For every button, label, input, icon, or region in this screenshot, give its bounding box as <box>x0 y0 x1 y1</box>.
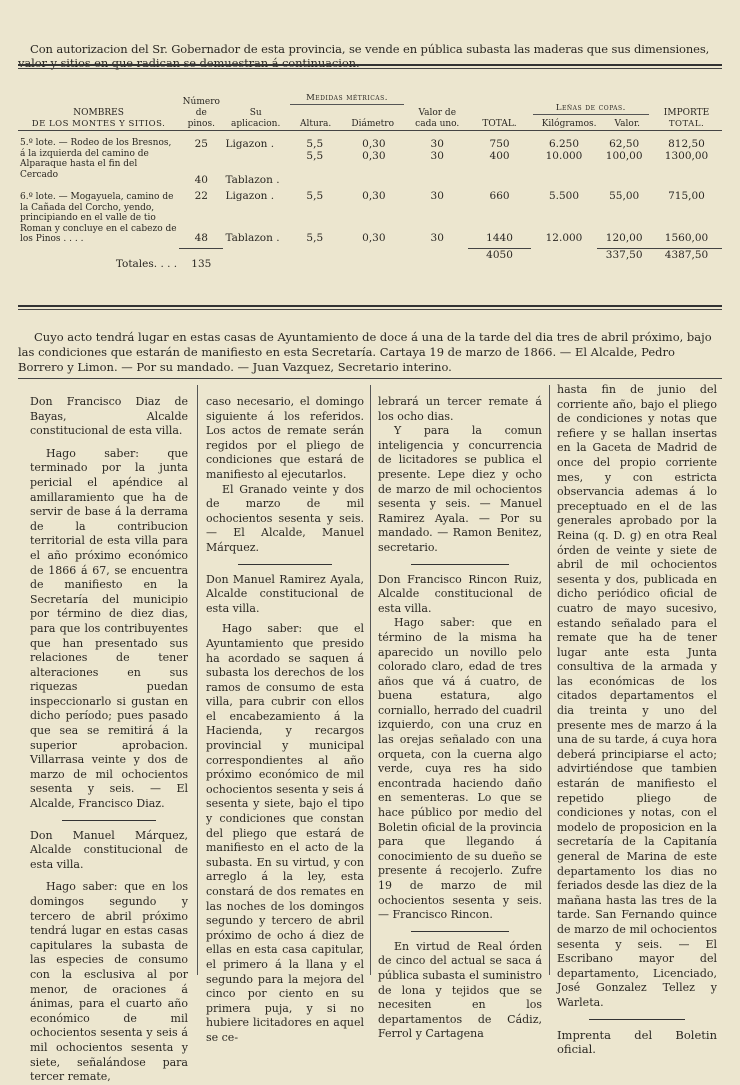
header-diametro: Diámetro <box>351 118 395 129</box>
header-importe-sub: TOTAL. <box>668 118 705 129</box>
cell-diametro: 0,30 <box>362 150 386 162</box>
notice-body-real-orden: En virtud de Real órden de cinco del actual se saca á pública subasta el suministro de lona y tejidos que se necesiten en los departamentos de Cádiz, Ferrol y Cartagena <box>378 939 542 1041</box>
lote-5-name: 5.º lote. — Rodeo de los Bresnos, á la izquierda del camino de Alparaque hasta el fin del Cercado <box>20 138 172 180</box>
notice-separator <box>238 564 333 565</box>
column-1 <box>30 395 188 1085</box>
header-total: TOTAL. <box>482 118 517 129</box>
notice-body-marquez-cont: caso necesario, el domingo siguiente á los referidos. Los actos de remate serán regidos por el pliego de condiciones que estará de manifiesto al ejecutarlos. <box>206 395 364 481</box>
header-medidas <box>288 80 406 130</box>
mid-rule <box>18 305 722 307</box>
cell-altura: 5,5 <box>306 150 324 162</box>
cell-importe: 715,00 <box>668 190 705 202</box>
header-nombres <box>18 80 179 130</box>
header-numero: Número de pinos. <box>182 96 220 129</box>
cell-valor: 30 <box>430 150 444 162</box>
cell-diametro: 0,30 <box>362 190 386 202</box>
cell-diametro: 0,30 <box>362 232 386 244</box>
printer-credit: Imprenta del Boletin oficial. <box>557 1027 717 1057</box>
cell-importe: 1560,00 <box>664 231 709 244</box>
cell-altura: 5,5 <box>306 190 324 202</box>
cell-importe: 1300,00 <box>664 150 709 162</box>
cell-pinos: 25 <box>194 138 208 150</box>
cell-altura: 5,5 <box>306 232 324 244</box>
header-nombres-sub: DE LOS MONTES Y SITIOS. <box>31 118 166 129</box>
header-medidas-title: Medidas métricas. <box>290 93 404 105</box>
column-3 <box>378 395 542 1042</box>
cell-lvalor: 55,00 <box>609 190 640 202</box>
notice-body-diaz: Hago saber: que terminado por la junta pericial el apéndice al amillaramiento que ha de servir de base á la derrama de la contribucion territorial de esta villa para el año próximo económico de 1866 á 67, se encuentra de manifiesto en la Secretaría del municipio por término de diez dias, para que los contribuyentes que han presentado sus relaciones de tener alteraciones en sus riquezas puedan inspeccionarlo si gustan en dicho período; pues pasado que sea se remitirá á la superior aprobacion. Villarrasa veinte y dos de marzo de mil ochocientos sesenta y seis. — El Alcalde, Francisco Diaz. <box>30 446 188 811</box>
column-4 <box>557 383 717 1057</box>
notice-body-real-orden-cont: hasta fin de junio del corriente año, bajo el pliego de condiciones y notas que refiere y se hallan insertas en la Gaceta de Madrid de once del propio corriente mes, y con estricta observancia ademas á lo preceptuado en el de las generales aprobado por la Reina (q. D. g) en otra Real órden de veinte y siete de abril de mil ochocientos sesenta y dos, publicada en dicho periódico oficial de cuatro de mayo sucesivo, estando señalado para el remate que ha de tener lugar ante esta Junta consultiva de la armada y las económicas de los citados departamentos el dia treinta y uno del presente mes de marzo á la una de su tarde, á cuya hora deberá principiarse el acto; advirtiéndose que tambien estarán de manifiesto el repetido pliego de condiciones y notas, con el modelo de proposicion en la secretaría de la Capitanía general de Marina de este departamento los dias no feriados desde las diez de la mañana hasta las tres de la tarde. San Fernando quince de marzo de mil ochocientos sesenta y seis. — El Escribano mayor del departamento, Licenciado, José Gonzalez Tellez y Warleta. <box>557 383 717 1009</box>
cell-aplicacion: Tablazon . <box>225 174 280 186</box>
cell-aplicacion: Tablazon . <box>225 232 280 244</box>
notice-heading-marquez: Don Manuel Márquez, Alcalde constitucional de esta villa. <box>30 828 188 871</box>
cell-valor: 30 <box>430 138 444 150</box>
cell-pinos: 22 <box>194 190 208 202</box>
header-valor-cada: Valor de cada uno. <box>415 107 460 129</box>
notice-separator <box>589 1019 685 1020</box>
mid-rule-thin <box>18 309 722 310</box>
cell-lvalor: 100,00 <box>605 150 643 162</box>
totals-total: 4050 <box>468 248 530 270</box>
column-divider <box>370 385 371 975</box>
cell-kg: 5.500 <box>548 190 580 202</box>
cell-kg: 12.000 <box>545 232 583 244</box>
notice-heading-rincon: Don Francisco Rincon Ruiz, Alcalde constitucional de esta villa. <box>378 572 542 615</box>
header-lenas-title: Leñas de copas. <box>533 103 649 115</box>
notice-separator <box>411 931 509 932</box>
header-altura: Altura. <box>299 118 332 129</box>
column-2 <box>206 395 364 1046</box>
cell-lvalor: 62,50 <box>609 138 640 150</box>
cell-pinos: 48 <box>194 231 208 244</box>
cell-total: 660 <box>489 190 510 202</box>
cell-total: 1440 <box>486 231 513 244</box>
closing-paragraph: Cuyo acto tendrá lugar en estas casas de Ayuntamiento de doce á una de la tarde del dia tres de abril próximo, bajo las condiciones que estarán de manifiesto en esta Secretaría. Cartaya 19 de marzo de 1866. — El Alcalde, Pedro Borrero y Limon. — Por su mandado. — Juan Vazquez, Secretario interino. <box>18 329 712 374</box>
column-divider <box>197 385 198 975</box>
totals-pinos: 135 <box>179 248 223 270</box>
totals-importe: 4387,50 <box>651 248 722 270</box>
columns-rule <box>18 378 722 379</box>
cell-kg: 6.250 <box>548 138 580 150</box>
totals-valor: 337,50 <box>597 248 651 270</box>
intro-paragraph: Con autorizacion del Sr. Gobernador de esta provincia, se vende en pública subasta las maderas que sus dimensiones, valor y sitios en que radican se demuestran á continuacion. <box>18 41 710 70</box>
cell-valor: 30 <box>430 190 444 202</box>
cell-diametro: 0,30 <box>362 138 386 150</box>
totals-row <box>18 248 722 270</box>
cell-pinos: 40 <box>194 174 208 186</box>
totals-label: Totales. . . . <box>115 258 178 270</box>
notice-separator <box>62 820 157 821</box>
header-aplicacion: Su aplicacion. <box>231 107 281 129</box>
notice-body-ramirez-cont: lebrará un tercer remate á los ocho dias. <box>378 395 542 423</box>
table-row <box>18 186 722 202</box>
notice-sign-ramirez: Y para la comun inteligencia y concurrencia de licitadores se publica el presente. Lepe diez y ocho de marzo de mil ochocientos sesenta y seis. — Manuel Ramirez Ayala. — Por su mandado. — Ramon Benitez, secretario. <box>378 424 542 554</box>
cell-lvalor: 120,00 <box>605 231 643 244</box>
notice-separator <box>411 564 509 565</box>
header-nombres-title: NOMBRES <box>73 107 124 118</box>
header-kilogramos: Kilógramos. <box>541 118 597 129</box>
cell-total: 750 <box>489 138 510 150</box>
header-lenas <box>531 80 651 130</box>
header-importe-title: IMPORTE <box>663 107 710 118</box>
cell-total: 400 <box>489 150 510 162</box>
cell-aplicacion: Ligazon . <box>225 190 275 202</box>
notice-heading-diaz: Don Francisco Diaz de Bayas, Alcalde constitucional de esta villa. <box>30 395 188 438</box>
notice-body-rincon: Hago saber: que en término de la misma ha aparecido un novillo pelo colorado claro, edad de tres años que vá á cuatro, de buena estatura, algo corniallo, herrado del cuadril izquierdo, con una cruz en las orejas señalado con una orqueta, con la cuerna algo verde, cuya res ha sido encontrada haciendo daño en sementeras. Lo que se hace público por medio del Boletin oficial de la provincia para que llegando á conocimiento de su dueño se presente á recojerlo. Zufre 19 de marzo de mil ochocientos sesenta y seis. — Francisco Rincon. <box>378 616 542 922</box>
top-rule <box>18 64 722 66</box>
header-valor: Valor. <box>614 118 640 129</box>
notice-sign-marquez: El Granado veinte y dos de marzo de mil ochocientos sesenta y seis. — El Alcalde, Manuel Márquez. <box>206 482 364 554</box>
cell-altura: 5,5 <box>306 138 324 150</box>
notice-heading-ramirez: Don Manuel Ramirez Ayala, Alcalde constitucional de esta villa. <box>206 572 364 615</box>
notice-body-ramirez: Hago saber: que el Ayuntamiento que presido ha acordado se saquen á subasta los derechos de los ramos de consumo de esta villa, para cubrir con ellos el encabezamiento á la Hacienda, y recargos provincial y municipal correspondientes al año próximo económico de mil ochocientos sesenta y seis á sesenta y siete, bajo el tipo y condiciones que constan del pliego que estará de manifiesto en el acto de la subasta. En su virtud, y con arreglo á la ley, esta constará de dos remates en las noches de los domingos segundo y tercero de abril próximo de ocho á diez de ellas en esta casa capitular, el primero á la llana y el segundo para la mejora del cinco por ciento en su primera puja, y si no hubiere licitadores en aquel se ce- <box>206 622 364 1044</box>
cell-importe: 812,50 <box>668 138 705 150</box>
notice-body-marquez: Hago saber: que en los domingos segundo y tercero de abril próximo tendrá lugar en estas casas capitulares la subasta de las especies de consumo con la esclusiva al por menor, de oraciones á ánimas, para el cuarto año económico de mil ochocientos sesenta y seis á mil ochocientos sesenta y siete, señalándose para tercer remate, <box>30 880 188 1084</box>
cell-valor: 30 <box>430 232 444 244</box>
header-importe <box>651 80 722 130</box>
lote-6-name: 6.º lote. — Mogayuela, camino de la Cañada del Corcho, yendo, principiando en el valle de tio Roman y concluye en el cabezo de los Pinos . . . . <box>20 192 177 244</box>
cell-kg: 10.000 <box>545 150 583 162</box>
column-divider <box>549 385 550 975</box>
timber-table <box>18 80 722 270</box>
table-row <box>18 138 722 150</box>
cell-aplicacion: Ligazon . <box>225 138 275 150</box>
top-rule-thin <box>18 68 722 69</box>
